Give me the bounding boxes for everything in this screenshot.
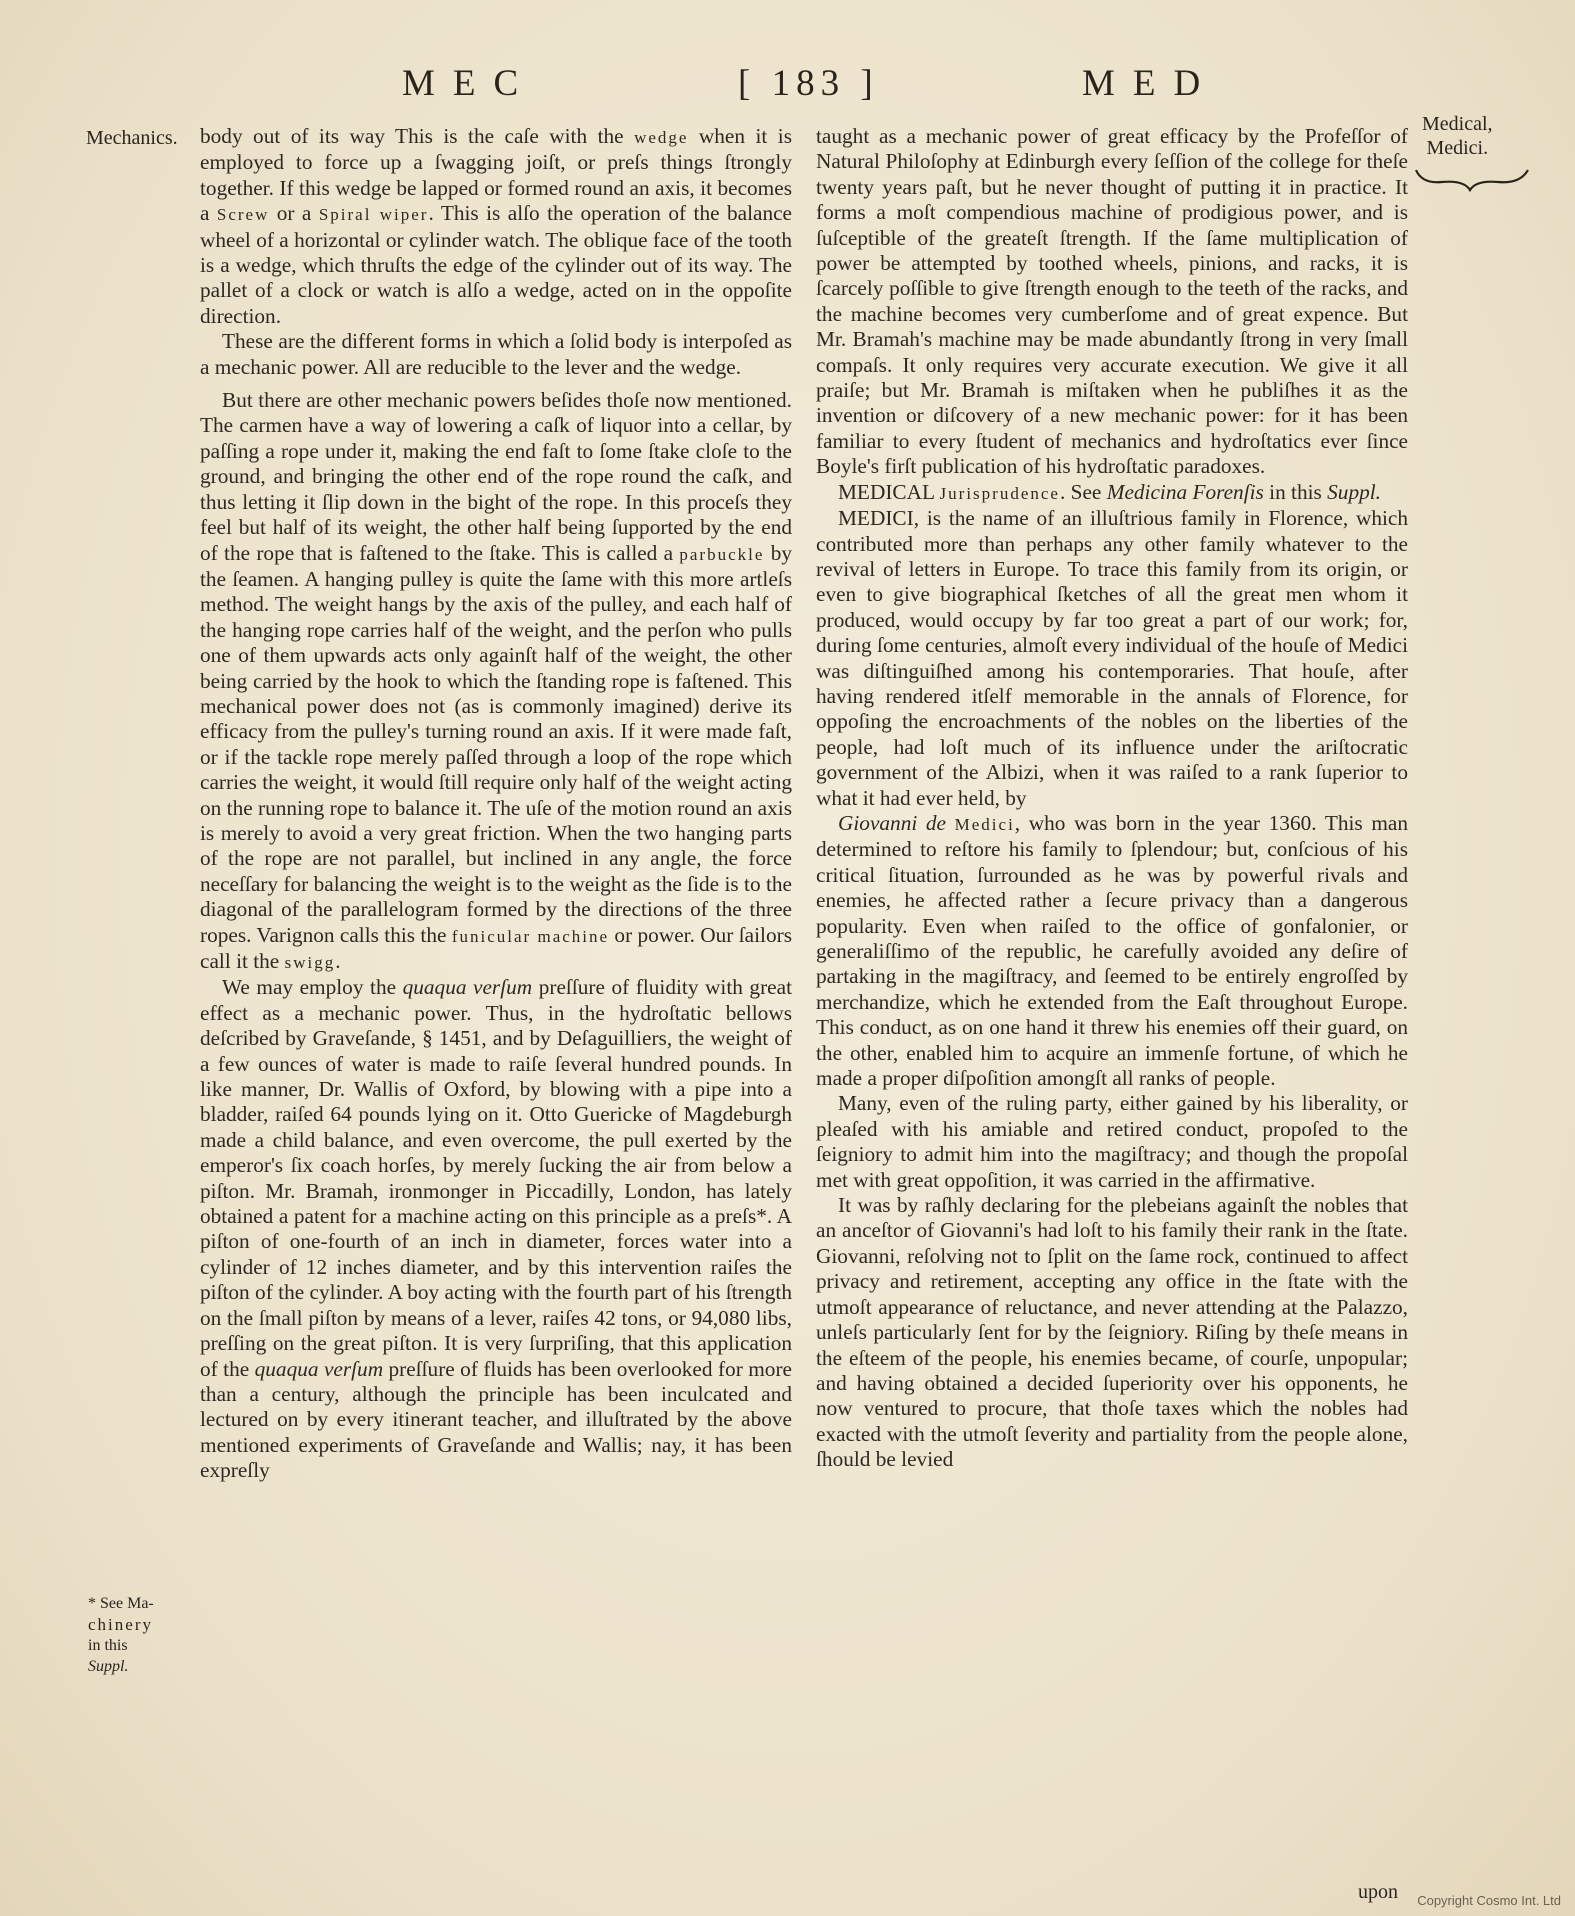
paragraph [816,811,1408,1091]
text-run: or a [269,201,319,226]
text-run: in this [1263,479,1328,504]
entry-medical-jurisprudence [816,480,1408,506]
text-run: . [335,949,341,973]
header-left: MEC [402,63,537,104]
text-run: when it is employed to force up a ſwagging joiſt, or preſs things ſtrongly together. If this wedge be lapped or formed round an axis, it becomes a [200,124,792,226]
term-wedge: wedge [634,128,689,147]
paragraph [200,975,792,1483]
text-run: preſſure of fluidity with great effect as a mechanic power. Thus, in the hydroſtatic bellows deſcribed by Graveſande, § 1451, and by Deſaguilliers, the weight of a few ounces of water is made to raiſe ſeveral hundred pounds. In like manner, Dr. Wallis of Oxford, by blowing with a pipe into a bladder, raiſed 64 pounds lying on it. Otto Guericke of Magdeburgh made a child balance, and even overcome, the pull exerted by the emperor's ſix coach horſes, by merely ſucking the air from below a piſton. Mr. Bramah, ironmonger in Piccadilly, London, has lately obtained a patent for a machine acting on this principle as a preſs*. A piſton of one-fourth of an inch in diameter, forces water into a cylinder of 12 inches diameter, and by this intervention raiſes the piſton of the cylinder. A boy acting with the fourth part of his ſtrength on the ſmall piſton by means of a lever, raiſes 42 tons, or 94,080 libs, preſſing on the great piſton. It is very ſurpriſing, that this application of the [200,975,792,1381]
term-spiral-wiper: Spiral wiper [318,205,429,225]
entry-headword: MEDICAL [838,479,940,504]
paragraph: taught as a mechanic power of great efficacy by the Profeſſor of Natural Philoſophy at Edinburgh every ſeſſion of the college for theſe twenty years paſt, but he never thought of putting it in practice. It forms a moſt compendious machine of prodigious power, and is ſuſceptible of the greateſt ſtrength. If the ſame multiplication of power be attempted by toothed wheels, pinions, and racks, it is ſcarcely poſſible to give ſtrength enough to the teeth of the racks, and the machine becomes very cumberſome and of great expence. But Mr. Bramah's machine may be made abundantly ſtrong in very ſmall compaſs. It only requires very accurate execution. We give it all praiſe; but Mr. Bramah is miſtaken when he publiſhes it as the invention or diſcovery of a new mechanic power: for it has been familiar to every ſtudent of mechanics and hydroſtatics ever ſince Boyle's firſt publication of his hydroſtatic paradoxes. [816,124,1408,479]
text-run: But there are other mechanic powers beſides thoſe now mentioned. The carmen have a way of lowering a caſk of liquor into a cellar, by paſſing a rope under it, making the end faſt to ſome ſtake cloſe to the ground, and bringing the other end of the rope round the caſk, and thus letting it ſlip down in the bight of the rope. In this proceſs they feel but half of its weight, the other half being ſupported by the end of the rope that is faſtened to the ſtake. This is called a [200,388,792,565]
text-run: . This is alſo the operation of the balance wheel of a horizontal or cylinder watch. The oblique face of the tooth is a wedge, which thruſts the edge of the cylinder out of its way. The pallet of a clock or watch is alſo a wedge, acted on in the oppoſite direction. [200,201,792,328]
text-run: by the ſeamen. A hanging pulley is quite the ſame with this more artleſs method. The weight hangs by the axis of the pulley, and each half of the hanging rope carries half of the weight, and the perſon who pulls one of them upwards acts only againſt half of the weight, the other being carried by the hook to which the ſtanding rope is faſtened. This mechanical power does not (as is commonly imagined) derive its efficacy from the pulley's turning round an axis. If it were made faſt, or if the tackle rope merely paſſed through a loop of the rope which carries the weight, it would ſtill require only half of the weight acting on the running rope to balance it. The uſe of the motion round an axis is merely to avoid a very great friction. When the two hanging parts of the rope are not parallel, but inclined in any angle, the force neceſſary for balancing the weight is to the weight as the ſide is to the diagonal of the parallelogram formed by the directions of the three ropes. Varignon calls this the [200,540,792,947]
header-right: MED [1082,63,1219,104]
term-screw: Screw [216,205,270,225]
margin-ref-line: in this [88,1637,128,1654]
left-column [200,124,792,1484]
text-run: . See [1059,479,1107,504]
text-run: We may employ the [222,975,403,1000]
text-run: or power. Our ſailors call it the [200,922,792,973]
entry-headword: MEDICI [838,506,914,531]
brace-ornament-icon [1412,166,1532,194]
text-run: , is the name of an illuſtrious family in Florence, which contributed more than perhaps any other family whatever to the revival of letters in Europe. To trace this family from its origin, or even to give biographical ſketches of all the great men whom it produced, would occupy by far too great a part of our work; for, during ſome centuries, almoſt every individual of the houſe of Medici was diſtinguiſhed among his contemporaries. That houſe, after having rendered itſelf memorable in the annals of Florence, for oppoſing the encroachments of the nobles on the liberties of the people, had loſt much of its influence under the ariſtocratic government of the Albizi, when it was raiſed to a rank ſuperior to what it had ever held, by [816,506,1408,810]
running-head [0,62,1575,112]
margin-note-see-machinery [88,1593,154,1677]
catchword: upon [1358,1881,1398,1903]
term-funicular-machine: funicular machine [451,926,610,946]
margin-note-medici-line: Medici. [1426,137,1489,159]
name-medici: Medici [954,814,1015,834]
cross-reference: Medicina Forenſis [1106,479,1264,504]
margin-ref-line: * See Ma- [88,1595,154,1612]
entry-headword-sc: Jurisprudence [939,483,1060,503]
paragraph [200,388,792,975]
paragraph: These are the different forms in which a ſolid body is interpoſed as a mechanic power. All are reducible to the lever and the wedge. [200,329,792,379]
paragraph: Many, even of the ruling party, either gained by his liberality, or pleaſed with his amiable and retired conduct, propoſed to the ſeigniory to admit him into the magiſtracy; and though the propoſal met with great oppoſition, it was carried in the affirmative. [816,1091,1408,1192]
paragraph: It was by raſhly declaring for the plebeians againſt the nobles that an anceſtor of Giovanni's had loſt to his family their rank in the ſtate. Giovanni, reſolving not to ſplit on the ſame rock, continued to affect privacy and retirement, accepting any office in the ſtate with the utmoſt appearance of reluctance, and never attending at the Palazzo, unleſs particularly ſent for by the ſeigniory. Riſing by theſe means in the eſteem of the people, his enemies became, of courſe, unpopular; and having obtained a decided ſuperiority over his opponents, he now ventured to procure, that thoſe taxes which the nobles had exacted with the utmoſt ſeverity and partiality from the people alone, ſhould be levied [816,1193,1408,1472]
page-number: [ 183 ] [738,63,879,104]
term-swigg: swigg [284,953,336,972]
copyright-watermark: Copyright Cosmo Int. Ltd [1417,1893,1561,1908]
text-run: body out of its way This is the caſe with the [200,124,635,148]
entry-medici [816,506,1408,811]
term-quaqua-versum: quaqua verſum [402,975,533,1000]
term-quaqua-versum: quaqua verſum [254,1356,384,1381]
name-giovanni: Giovanni de [838,810,955,835]
margin-note-medical-line: Medical, [1422,113,1493,135]
term-parbuckle: parbuckle [679,544,765,564]
text-run: preſſure of fluids has been overlooked for more than a century, although the principle has been inculcated and lectured on by every itinerant teacher, and illuſtrated by the above mentioned experiments of Graveſande and Wallis; nay, it has been expreſly [200,1356,792,1483]
margin-ref-line: chinery [88,1615,153,1634]
margin-note-medical [1422,112,1493,160]
right-column [816,124,1408,1473]
text-run: , who was born in the year 1360. This man determined to reſtore his family to ſplendour; but, conſcious of his critical ſituation, ſurrounded as he was by powerful rivals and enemies, he affected rather a ſecure privacy than a dangerous popularity. Even when raiſed to the office of gonfalonier, or generaliſſimo of the republic, he carefully avoided any deſire of partaking in the magiſtracy, and ſeemed to be entirely engroſſed by merchandize, which he extended from the Eaſt throughout Europe. This conduct, as on one hand it threw his enemies off their guard, on the other, enabled him to acquire an immenſe fortune, of which he made a proper diſpoſition amongſt all ranks of people. [816,810,1408,1091]
margin-ref-line: Suppl. [88,1658,129,1675]
margin-note-mechanics: Mechanics. [86,127,178,149]
cross-reference-suppl: Suppl. [1327,479,1381,504]
paragraph [200,124,792,329]
